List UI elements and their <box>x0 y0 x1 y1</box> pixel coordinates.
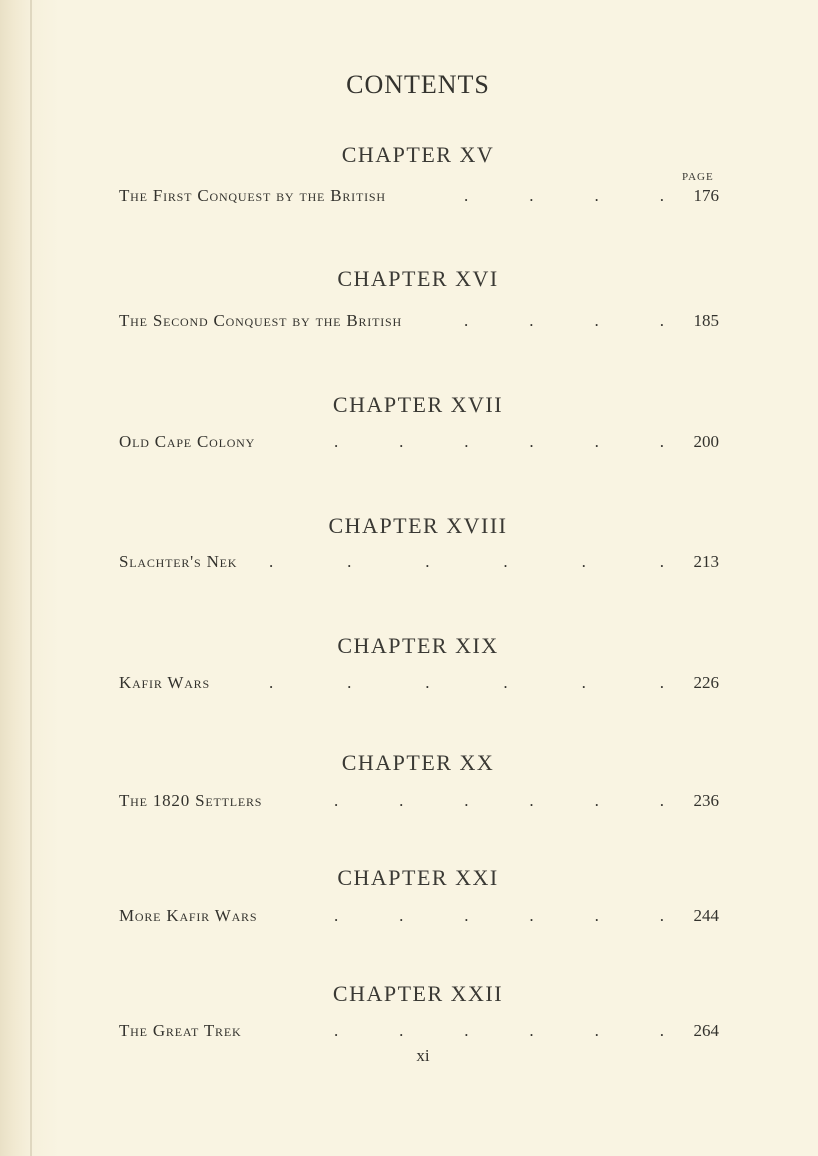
toc-entry-title: Old Cape Colony <box>119 432 256 451</box>
toc-entry <box>119 791 719 815</box>
dot-leader: . . . . . . <box>269 673 664 692</box>
page-number: xi <box>416 1046 430 1065</box>
chapter-heading: CHAPTER XVI <box>337 266 499 291</box>
dot-leader: . . . . . . <box>334 1021 664 1040</box>
toc-entry-page: 176 <box>693 186 719 205</box>
chapter-heading: CHAPTER XXI <box>337 865 499 890</box>
chapter-heading: CHAPTER XV <box>341 142 495 167</box>
toc-entry <box>119 311 719 335</box>
contents-title: CONTENTS <box>346 70 490 99</box>
chapter-heading: CHAPTER XVII <box>332 392 504 417</box>
toc-entry <box>119 186 719 210</box>
toc-entry-page: 236 <box>693 791 719 810</box>
toc-entry-page: 200 <box>693 432 719 451</box>
toc-entry-title: The Great Trek <box>119 1021 242 1040</box>
chapter-heading: CHAPTER XIX <box>337 633 499 658</box>
toc-entry-title: Slachter's Nek <box>119 552 238 571</box>
chapter-heading: CHAPTER XVIII <box>328 513 508 538</box>
dot-leader: . . . . <box>464 311 664 330</box>
dot-leader: . . . . . . <box>269 552 664 571</box>
toc-entry-page: 226 <box>693 673 719 692</box>
toc-entry-title: More Kafir Wars <box>119 906 258 925</box>
toc-entry <box>119 552 719 576</box>
toc-entry-title: The First Conquest by the British <box>119 186 386 205</box>
dot-leader: . . . . <box>464 186 664 205</box>
toc-entry-page: 213 <box>693 552 719 571</box>
toc-entry <box>119 906 719 930</box>
page-column-label: PAGE <box>682 171 714 183</box>
dot-leader: . . . . . . <box>334 791 664 810</box>
dot-leader: . . . . . . <box>334 432 664 451</box>
toc-entry <box>119 1021 719 1045</box>
toc-entry-page: 244 <box>693 906 719 925</box>
toc-entry <box>119 432 719 456</box>
chapter-heading: CHAPTER XXII <box>332 981 504 1006</box>
toc-entry-page: 264 <box>693 1021 719 1040</box>
toc-entry-title: The Second Conquest by the British <box>119 311 402 330</box>
chapter-heading: CHAPTER XX <box>341 750 495 775</box>
dot-leader: . . . . . . <box>334 906 664 925</box>
toc-entry-title: The 1820 Settlers <box>119 791 263 810</box>
toc-entry <box>119 673 719 697</box>
toc-entry-title: Kafir Wars <box>119 673 210 692</box>
toc-entry-page: 185 <box>693 311 719 330</box>
